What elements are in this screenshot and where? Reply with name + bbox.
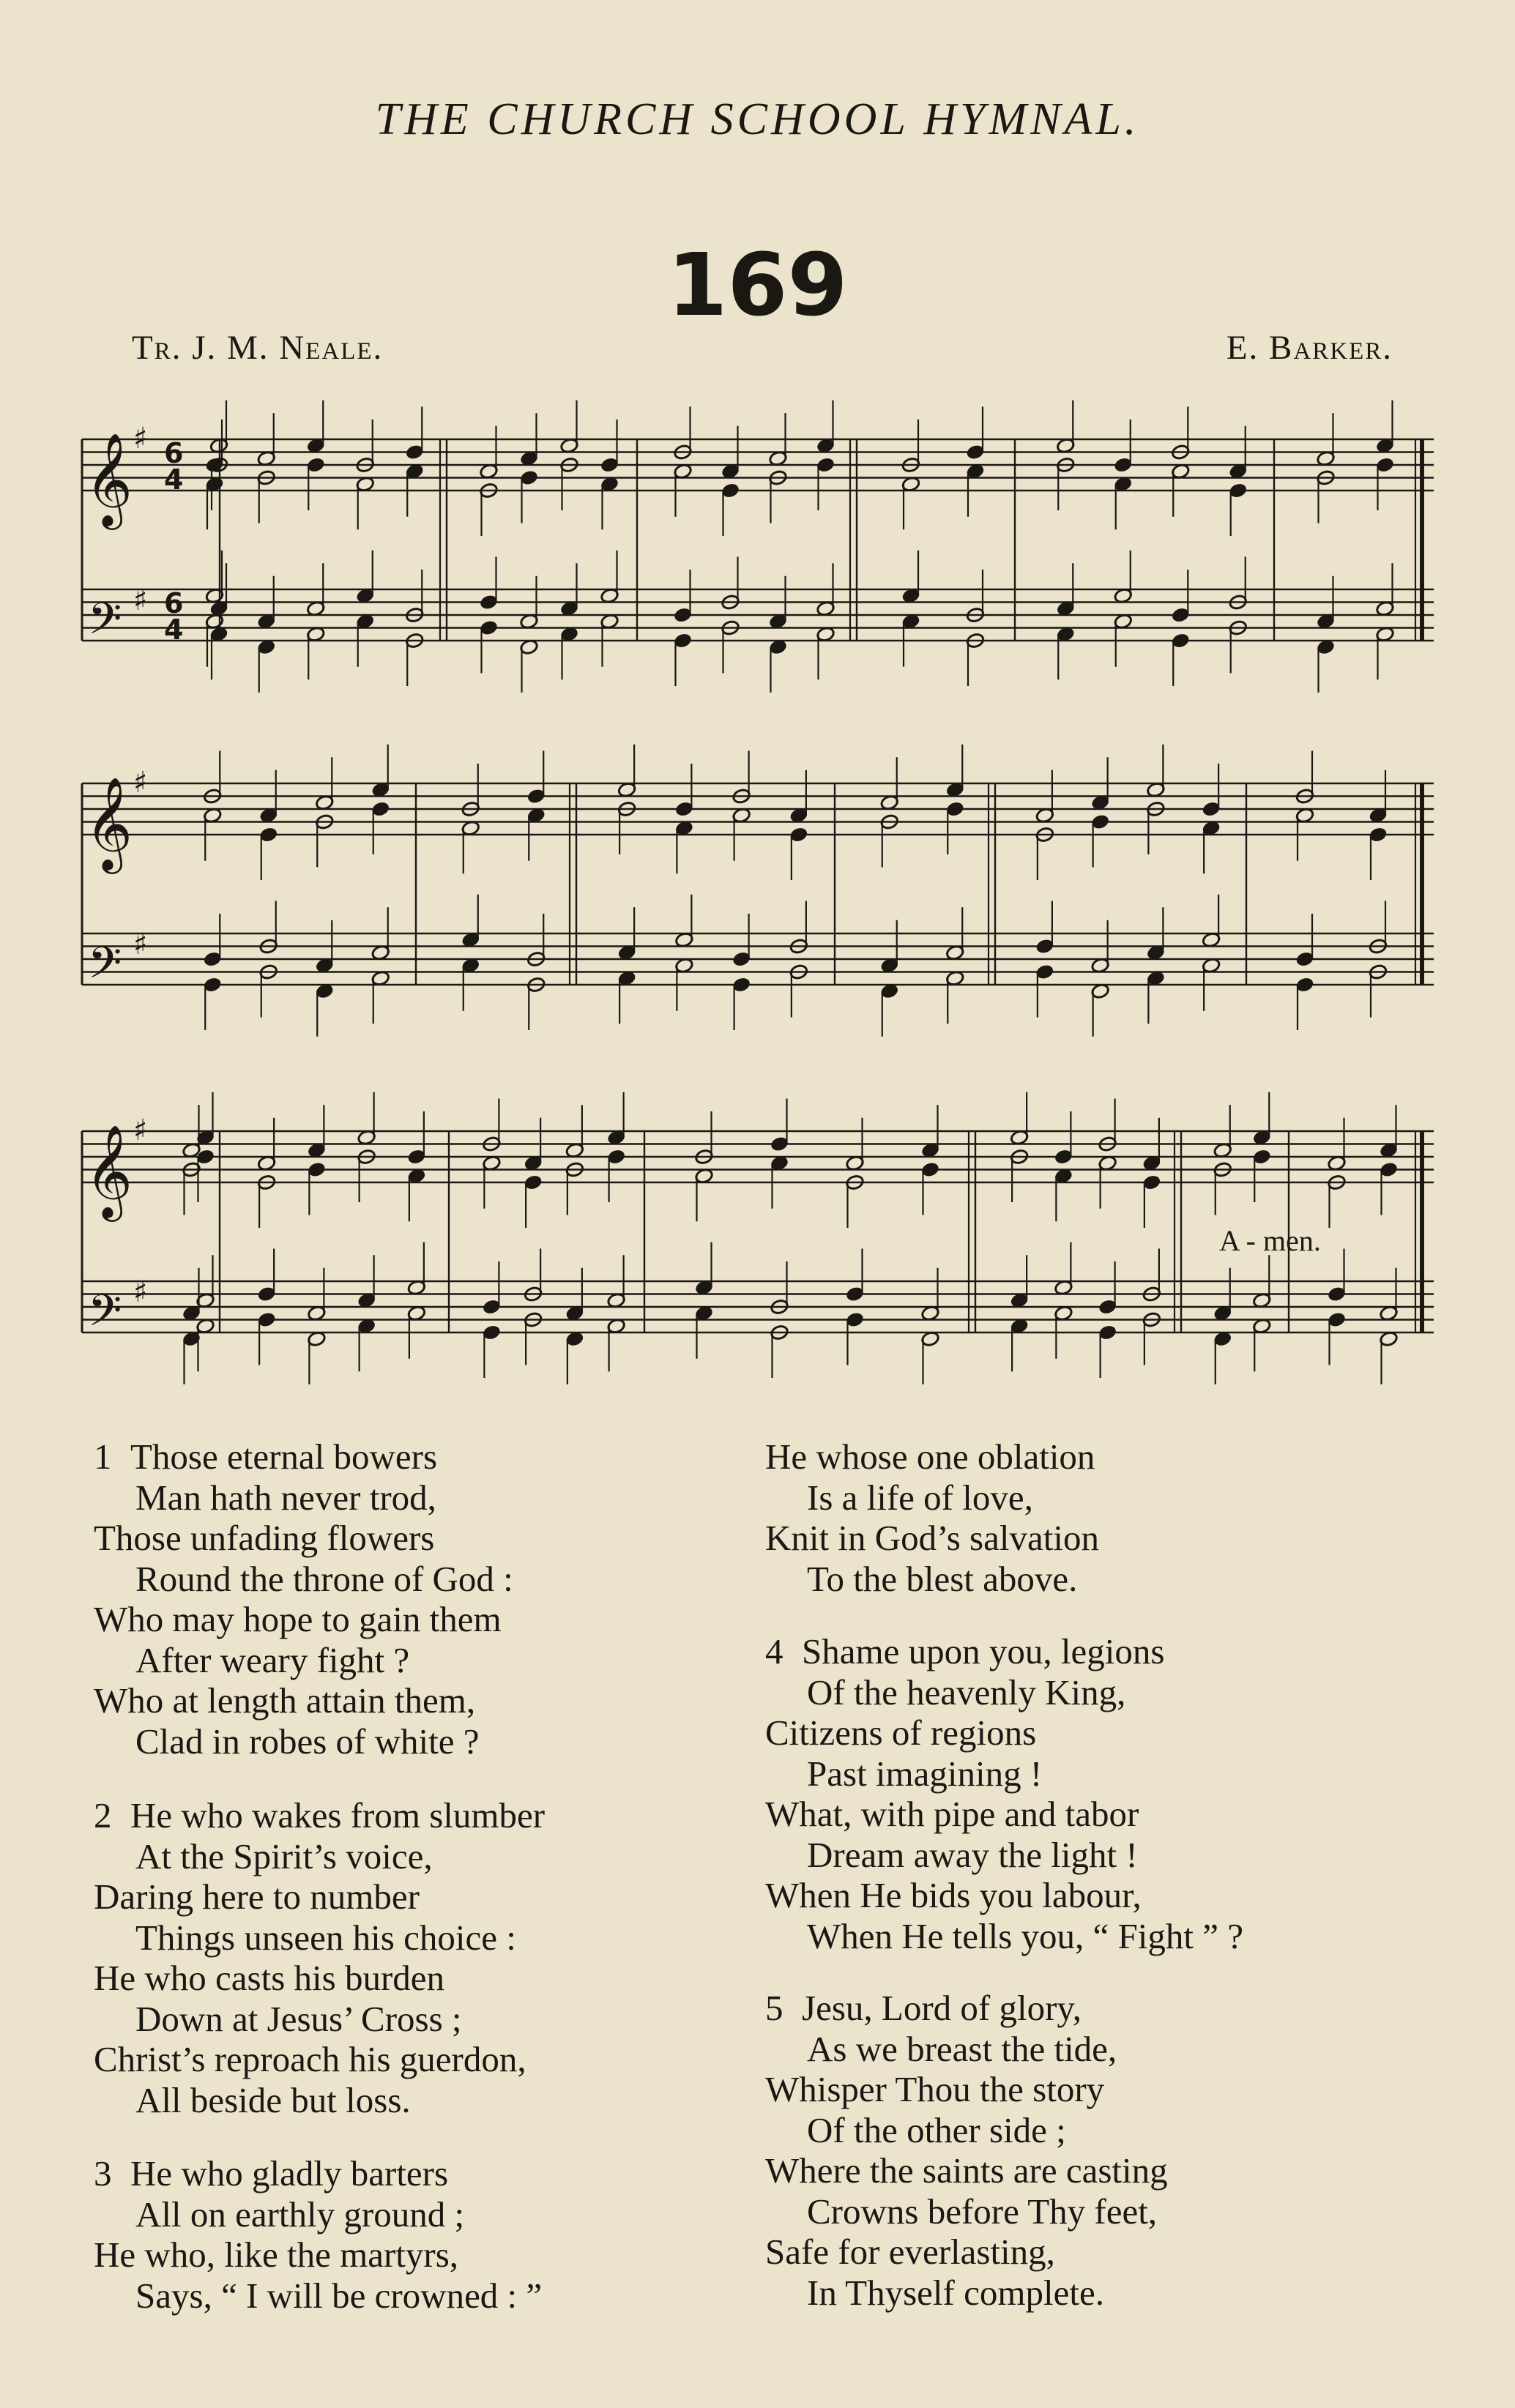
stanza-line: Citizens of regions [765, 1712, 1037, 1753]
stanza-number: 4 [765, 1631, 783, 1671]
sharp-icon: ♯ [133, 584, 148, 617]
stanza-line: Is a life of love, [807, 1477, 1033, 1518]
stanza-number: 1 [94, 1436, 112, 1477]
stanza-line: Crowns before Thy feet, [807, 2191, 1158, 2232]
stanza-line: He whose one oblation [765, 1436, 1095, 1477]
stanza-line: Christ’s reproach his guerdon, [94, 2039, 526, 2079]
stanza-line: All on earthly ground ; [135, 2193, 465, 2234]
stanza-5 [765, 1988, 1168, 2313]
stanza-number: 2 [94, 1795, 112, 1835]
stanza-line: As we breast the tide, [807, 2028, 1117, 2069]
stanza-line: 2 He who wakes from slumber [94, 1795, 546, 1835]
stanza-line: Who at length attain them, [94, 1680, 476, 1721]
stanza-number: 3 [94, 2153, 112, 2193]
treble-clef-icon: 𝄞 [85, 432, 133, 526]
sharp-icon: ♯ [133, 1114, 148, 1147]
time-signature: 6 [164, 437, 184, 469]
sharp-icon: ♯ [133, 422, 148, 455]
stanza-line: Where the saints are casting [765, 2150, 1168, 2191]
words-credit: Tr. J. M. Neale. [132, 329, 384, 367]
stanza-line: Clad in robes of white ? [135, 1721, 480, 1762]
bass-clef-icon: 𝄢 [88, 937, 122, 999]
stanza-3 [94, 2153, 542, 2316]
stanza-line: To the blest above. [807, 1558, 1078, 1599]
stanza-line: Knit in God’s salvation [765, 1518, 1099, 1558]
stanza-line: Past imagining ! [807, 1753, 1043, 1794]
stanza-line: In Thyself complete. [807, 2272, 1104, 2313]
stanza-line: Of the heavenly King, [807, 1671, 1126, 1712]
stanza-4 [765, 1631, 1243, 1956]
stanza-line: At the Spirit’s voice, [135, 1835, 433, 1876]
bass-clef-icon: 𝄢 [88, 593, 122, 655]
stanza-line: Who may hope to gain them [94, 1599, 502, 1639]
treble-clef-icon: 𝄞 [85, 776, 133, 870]
stanza-line: Whisper Thou the story [765, 2069, 1105, 2109]
stanza-line: What, with pipe and tabor [765, 1794, 1139, 1834]
time-signature: 6 [164, 587, 184, 619]
stanza-line: When He tells you, “ Fight ” ? [807, 1915, 1244, 1956]
stanza-line: Those unfading flowers [94, 1518, 435, 1558]
bass-clef-icon: 𝄢 [88, 1285, 122, 1346]
time-signature: 4 [164, 614, 184, 646]
stanza-line: 5 Jesu, Lord of glory, [765, 1988, 1082, 2028]
stanza-line: Of the other side ; [807, 2109, 1066, 2150]
stanza-line: Down at Jesus’ Cross ; [135, 1998, 462, 2039]
running-head: THE CHURCH SCHOOL HYMNAL. [375, 94, 1140, 144]
stanza-line: He who, like the martyrs, [94, 2234, 459, 2275]
time-signature: 4 [164, 463, 184, 496]
stanza-2 [94, 1795, 545, 2120]
music-credit: E. Barker. [1226, 329, 1393, 367]
stanza-line: 3 He who gladly barters [94, 2153, 449, 2193]
sharp-icon: ♯ [133, 766, 148, 799]
stanza-line: Things unseen his choice : [135, 1917, 516, 1958]
stanza-line: Dream away the light ! [807, 1834, 1138, 1875]
sharp-icon: ♯ [133, 928, 148, 961]
stanza-line: Says, “ I will be crowned : ” [135, 2275, 543, 2316]
sharp-icon: ♯ [133, 1275, 148, 1309]
stanza-line: Man hath never trod, [135, 1477, 436, 1518]
stanza-3-continued [765, 1436, 1099, 1599]
amen-label: A - men. [1219, 1224, 1321, 1257]
stanza-line: Round the throne of God : [135, 1558, 513, 1599]
hymn-number: 169 [667, 234, 848, 335]
stanza-line: 1 Those eternal bowers [94, 1436, 438, 1477]
stanza-line: All beside but loss. [135, 2079, 411, 2120]
stanza-line: When He bids you labour, [765, 1875, 1142, 1915]
stanza-line: Safe for everlasting, [765, 2232, 1055, 2272]
stanza-1 [94, 1436, 513, 1762]
stanza-line: 4 Shame upon you, legions [765, 1631, 1165, 1671]
stanza-line: After weary fight ? [135, 1639, 410, 1680]
stanza-line: He who casts his burden [94, 1958, 445, 1998]
treble-clef-icon: 𝄞 [85, 1124, 133, 1218]
stanza-line: Daring here to number [94, 1876, 420, 1917]
stanza-number: 5 [765, 1988, 783, 2028]
